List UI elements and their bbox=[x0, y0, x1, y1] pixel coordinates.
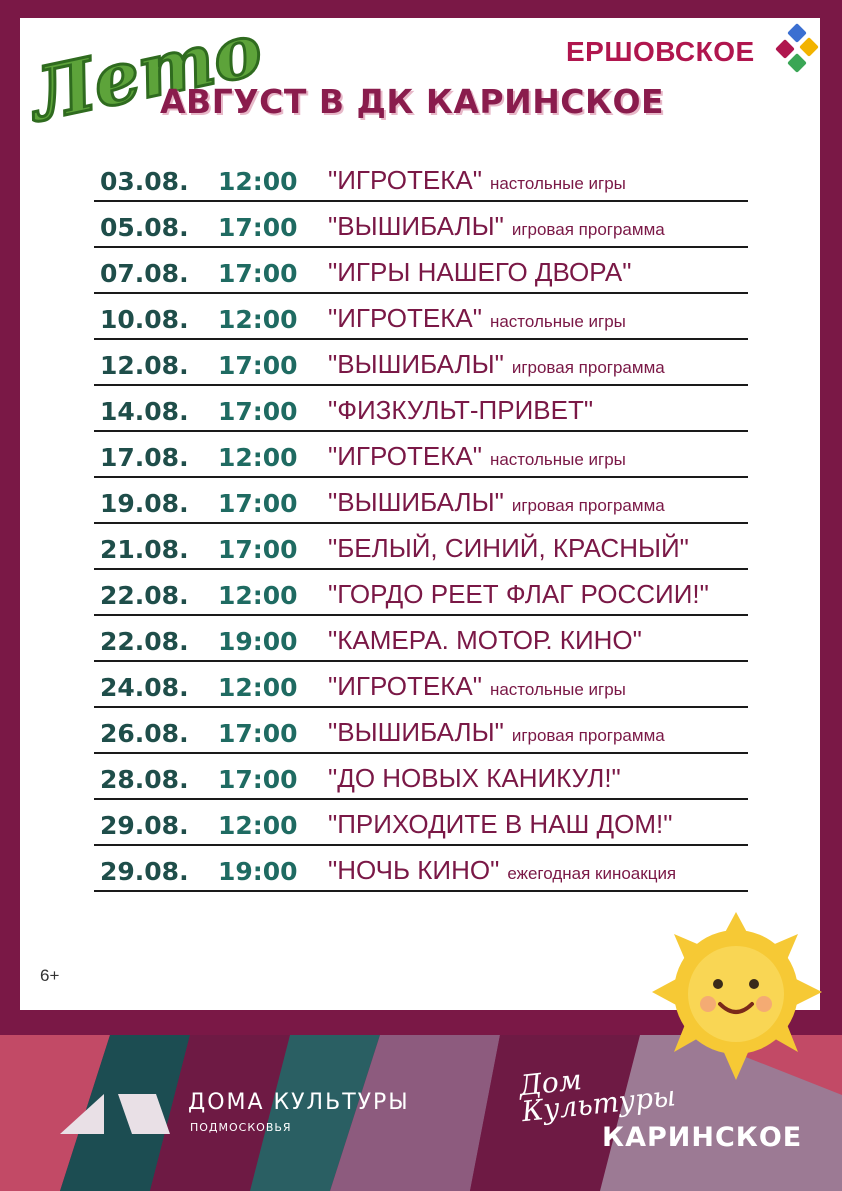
doma-kultury-logo-icon bbox=[60, 1090, 170, 1138]
venue-name: КАРИНСКОЕ bbox=[602, 1122, 803, 1153]
event-description: настольные игры bbox=[489, 680, 626, 699]
event-description: игровая программа bbox=[511, 726, 665, 745]
event-name: "ФИЗКУЛЬТ-ПРИВЕТ" bbox=[328, 395, 594, 425]
event-time: 12:00 bbox=[218, 305, 298, 334]
event-description: игровая программа bbox=[511, 496, 665, 515]
event-date: 07.08. bbox=[100, 259, 189, 288]
event-date: 29.08. bbox=[100, 857, 189, 886]
event-date: 26.08. bbox=[100, 719, 189, 748]
schedule-row bbox=[94, 478, 748, 524]
schedule-row bbox=[94, 616, 748, 662]
age-rating: 6+ bbox=[40, 966, 60, 985]
event-date: 28.08. bbox=[100, 765, 189, 794]
event-time: 19:00 bbox=[218, 857, 298, 886]
schedule-row bbox=[94, 156, 748, 202]
org-name: ДОМА КУЛЬТУРЫ bbox=[188, 1090, 410, 1115]
page-title: АВГУСТ В ДК КАРИНСКОЕ bbox=[160, 82, 665, 121]
event-title bbox=[328, 165, 626, 196]
schedule-row bbox=[94, 432, 748, 478]
event-description: игровая программа bbox=[511, 358, 665, 377]
schedule-row bbox=[94, 662, 748, 708]
schedule-row bbox=[94, 202, 748, 248]
schedule-row bbox=[94, 800, 748, 846]
event-title bbox=[328, 533, 697, 564]
event-name: "БЕЛЫЙ, СИНИЙ, КРАСНЫЙ" bbox=[328, 533, 689, 563]
event-time: 12:00 bbox=[218, 443, 298, 472]
event-time: 17:00 bbox=[218, 351, 298, 380]
org-region: ПОДМОСКОВЬЯ bbox=[190, 1121, 292, 1134]
event-name: "ВЫШИБАЛЫ" bbox=[328, 717, 504, 747]
event-title bbox=[328, 257, 639, 288]
event-description: настольные игры bbox=[489, 174, 626, 193]
event-time: 12:00 bbox=[218, 673, 298, 702]
event-name: "ИГРЫ НАШЕГО ДВОРА" bbox=[328, 257, 632, 287]
event-name: "КАМЕРА. МОТОР. КИНО" bbox=[328, 625, 642, 655]
event-schedule bbox=[94, 156, 794, 892]
event-date: 22.08. bbox=[100, 581, 189, 610]
schedule-row bbox=[94, 524, 748, 570]
event-title bbox=[328, 211, 665, 242]
event-title bbox=[328, 579, 717, 610]
event-title bbox=[328, 671, 626, 702]
schedule-row bbox=[94, 294, 748, 340]
event-name: "ПРИХОДИТЕ В НАШ ДОМ!" bbox=[328, 809, 673, 839]
sun-mascot-icon bbox=[646, 912, 826, 1082]
event-title bbox=[328, 763, 629, 794]
event-time: 19:00 bbox=[218, 627, 298, 656]
event-description: настольные игры bbox=[489, 450, 626, 469]
event-time: 12:00 bbox=[218, 167, 298, 196]
event-name: "ИГРОТЕКА" bbox=[328, 303, 482, 333]
event-title bbox=[328, 625, 650, 656]
event-date: 03.08. bbox=[100, 167, 189, 196]
event-date: 21.08. bbox=[100, 535, 189, 564]
schedule-row bbox=[94, 386, 748, 432]
schedule-row bbox=[94, 570, 748, 616]
event-name: "ДО НОВЫХ КАНИКУЛ!" bbox=[328, 763, 621, 793]
schedule-row bbox=[94, 248, 748, 294]
event-name: "ВЫШИБАЛЫ" bbox=[328, 211, 504, 241]
event-time: 17:00 bbox=[218, 489, 298, 518]
event-date: 10.08. bbox=[100, 305, 189, 334]
event-title bbox=[328, 303, 626, 334]
event-name: "ИГРОТЕКА" bbox=[328, 441, 482, 471]
event-title bbox=[328, 349, 665, 380]
event-time: 17:00 bbox=[218, 719, 298, 748]
event-date: 24.08. bbox=[100, 673, 189, 702]
event-date: 22.08. bbox=[100, 627, 189, 656]
event-date: 05.08. bbox=[100, 213, 189, 242]
event-name: "НОЧЬ КИНО" bbox=[328, 855, 500, 885]
event-title bbox=[328, 441, 626, 472]
event-time: 17:00 bbox=[218, 397, 298, 426]
event-date: 19.08. bbox=[100, 489, 189, 518]
event-time: 17:00 bbox=[218, 765, 298, 794]
event-time: 12:00 bbox=[218, 581, 298, 610]
leto-logo-text: Лето bbox=[22, 5, 269, 138]
event-date: 29.08. bbox=[100, 811, 189, 840]
event-date: 14.08. bbox=[100, 397, 189, 426]
ershovskoe-squares-logo bbox=[776, 24, 824, 86]
schedule-row bbox=[94, 708, 748, 754]
schedule-row bbox=[94, 754, 748, 800]
event-name: "ИГРОТЕКА" bbox=[328, 165, 482, 195]
event-time: 12:00 bbox=[218, 811, 298, 840]
event-name: "ВЫШИБАЛЫ" bbox=[328, 487, 504, 517]
event-description: ежегодная киноакция bbox=[507, 864, 677, 883]
script-logo: Дом Культуры bbox=[517, 1063, 678, 1129]
event-title bbox=[328, 717, 665, 748]
event-name: "ГОРДО РЕЕТ ФЛАГ РОССИИ!" bbox=[328, 579, 709, 609]
event-title bbox=[328, 487, 665, 518]
schedule-row bbox=[94, 340, 748, 386]
event-description: настольные игры bbox=[489, 312, 626, 331]
event-description: игровая программа bbox=[511, 220, 665, 239]
event-title bbox=[328, 395, 601, 426]
event-time: 17:00 bbox=[218, 213, 298, 242]
event-name: "ИГРОТЕКА" bbox=[328, 671, 482, 701]
schedule-row bbox=[94, 846, 748, 892]
brand-ershovskoe: ЕРШОВСКОЕ bbox=[566, 36, 755, 67]
event-name: "ВЫШИБАЛЫ" bbox=[328, 349, 504, 379]
event-time: 17:00 bbox=[218, 259, 298, 288]
event-title bbox=[328, 855, 676, 886]
event-date: 12.08. bbox=[100, 351, 189, 380]
event-time: 17:00 bbox=[218, 535, 298, 564]
event-title bbox=[328, 809, 681, 840]
event-date: 17.08. bbox=[100, 443, 189, 472]
